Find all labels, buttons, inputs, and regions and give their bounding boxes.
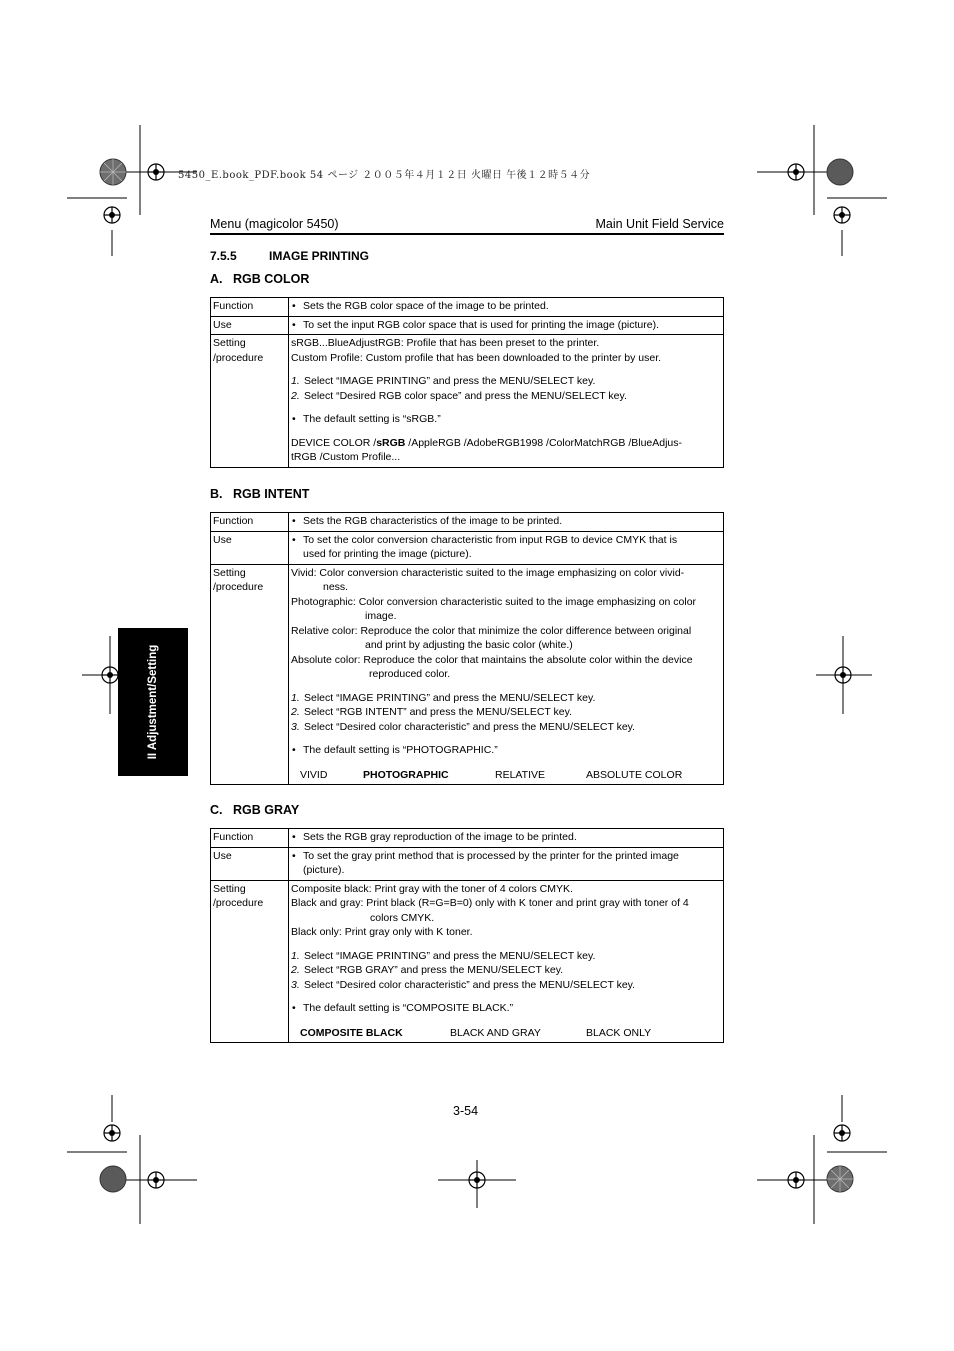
options-list-continued: tRGB /Custom Profile... bbox=[291, 451, 401, 463]
subsection-letter: A. bbox=[210, 272, 223, 286]
definition-relative: Relative color: Reproduce the color that minimize the color difference between original and print by adjusting the basic color (white.) bbox=[291, 624, 692, 651]
option-black-and-gray: BLACK AND GRAY bbox=[450, 1026, 541, 1039]
row-value-use: • To set the input RGB color space that is used for printing the image (picture). bbox=[289, 316, 724, 335]
row-label-use: Use bbox=[211, 847, 289, 880]
subsection-heading-rgb-intent bbox=[210, 487, 309, 501]
page-number: 3-54 bbox=[453, 1104, 479, 1118]
definition-composite-black: Composite black: Print gray with the toner of 4 colors CMYK. bbox=[291, 882, 573, 895]
procedure-step: 2. Select “RGB GRAY” and press the MENU/SELECT key. bbox=[291, 964, 564, 976]
row-value-setting bbox=[289, 335, 724, 468]
description-line: Custom Profile: Custom profile that has been downloaded to the printer by user. bbox=[291, 351, 662, 364]
rgb-intent-table bbox=[210, 512, 724, 785]
subsection-title: RGB GRAY bbox=[233, 803, 300, 817]
section-number: 7.5.5 bbox=[210, 249, 237, 263]
procedure-step: 2. Select “RGB INTENT” and press the MENU/SELECT key. bbox=[291, 706, 573, 718]
definition-photographic: Photographic: Color conversion characteristic suited to the image emphasizing on color image. bbox=[291, 595, 697, 622]
rgb-gray-table bbox=[210, 828, 724, 1043]
section-heading bbox=[210, 249, 369, 263]
definition-black-and-gray: Black and gray: Print black (R=G=B=0) only with K toner and print gray with toner of 4 colors CMYK. bbox=[291, 897, 689, 924]
table-row bbox=[211, 298, 724, 317]
option-photographic: PHOTOGRAPHIC bbox=[363, 768, 449, 781]
section-title: IMAGE PRINTING bbox=[269, 249, 370, 263]
subsection-title: RGB COLOR bbox=[233, 272, 310, 286]
table-row bbox=[211, 513, 724, 532]
row-value-function: • Sets the RGB color space of the image to be printed. bbox=[289, 298, 724, 317]
row-label-setting: Setting /procedure bbox=[211, 880, 289, 1043]
procedure-step: 3. Select “Desired color characteristic” and press the MENU/SELECT key. bbox=[291, 720, 636, 733]
chapter-side-tab-label: II Adjustment/Setting bbox=[147, 644, 159, 760]
default-setting-note: • The default setting is “COMPOSITE BLACK.” bbox=[291, 1001, 721, 1016]
option-relative: RELATIVE bbox=[495, 768, 545, 781]
row-label-use: Use bbox=[211, 531, 289, 564]
table-row bbox=[211, 847, 724, 880]
row-value-setting bbox=[289, 564, 724, 785]
procedure-step: 1. Select “IMAGE PRINTING” and press the MENU/SELECT key. bbox=[291, 949, 596, 962]
subsection-title: RGB INTENT bbox=[233, 487, 310, 501]
option-absolute-color: ABSOLUTE COLOR bbox=[586, 768, 683, 781]
table-row bbox=[211, 829, 724, 848]
options-list bbox=[291, 1025, 721, 1041]
definition-absolute: Absolute color: Reproduce the color that maintains the absolute color within the device reproduced color. bbox=[291, 653, 693, 680]
definition-black-only: Black only: Print gray only with K toner. bbox=[291, 926, 473, 938]
option-black-only: BLACK ONLY bbox=[586, 1026, 652, 1039]
default-setting-note: • The default setting is “sRGB.” bbox=[291, 412, 721, 427]
table-row bbox=[211, 316, 724, 335]
row-value-function: • Sets the RGB characteristics of the image to be printed. bbox=[289, 513, 724, 532]
options-list: DEVICE COLOR /sRGB /AppleRGB /AdobeRGB1998 /ColorMatchRGB /BlueAdjus- bbox=[291, 436, 683, 449]
row-label-setting: Setting /procedure bbox=[211, 564, 289, 785]
table-row bbox=[211, 564, 724, 785]
table-row bbox=[211, 335, 724, 468]
subsection-heading-rgb-color bbox=[210, 272, 309, 286]
row-label-use: Use bbox=[211, 316, 289, 335]
row-value-use: • To set the color conversion characteristic from input RGB to device CMYK that is used for printing the image (picture). bbox=[289, 531, 724, 564]
procedure-step: 1. Select “IMAGE PRINTING” and press the MENU/SELECT key. bbox=[291, 691, 596, 704]
subsection-heading-rgb-gray bbox=[210, 803, 299, 817]
row-value-use: • To set the gray print method that is processed by the printer for the printed image (picture). bbox=[289, 847, 724, 880]
row-value-function: • Sets the RGB gray reproduction of the image to be printed. bbox=[289, 829, 724, 848]
header-chapter-title: Main Unit Field Service bbox=[595, 217, 724, 231]
definition-vivid: Vivid: Color conversion characteristic suited to the image emphasizing on color vivid- ness. bbox=[291, 566, 685, 593]
options-list bbox=[291, 767, 721, 783]
procedure-step: 1. Select “IMAGE PRINTING” and press the MENU/SELECT key. bbox=[291, 375, 596, 387]
header-rule bbox=[210, 233, 724, 235]
subsection-letter: B. bbox=[210, 487, 223, 501]
subsection-letter: C. bbox=[210, 803, 223, 817]
row-label-function: Function bbox=[211, 298, 289, 317]
row-label-setting: Setting /procedure bbox=[211, 335, 289, 468]
table-row bbox=[211, 531, 724, 564]
option-vivid: VIVID bbox=[300, 768, 328, 781]
rgb-color-table bbox=[210, 297, 724, 468]
row-value-setting bbox=[289, 880, 724, 1043]
header-manual-title: Menu (magicolor 5450) bbox=[210, 217, 339, 231]
procedure-step: 2. Select “Desired RGB color space” and press the MENU/SELECT key. bbox=[291, 389, 627, 402]
row-label-function: Function bbox=[211, 513, 289, 532]
row-label-function: Function bbox=[211, 829, 289, 848]
procedure-step: 3. Select “Desired color characteristic” and press the MENU/SELECT key. bbox=[291, 978, 636, 991]
table-row bbox=[211, 880, 724, 1043]
default-setting-note: • The default setting is “PHOTOGRAPHIC.” bbox=[291, 743, 721, 758]
print-metadata: 5450_E.book_PDF.book 54 ページ ２００５年４月１２日 火曜日 午後１２時５４分 bbox=[178, 170, 591, 181]
description-line: sRGB...BlueAdjustRGB: Profile that has been preset to the printer. bbox=[291, 337, 600, 349]
option-composite-black: COMPOSITE BLACK bbox=[300, 1026, 403, 1039]
